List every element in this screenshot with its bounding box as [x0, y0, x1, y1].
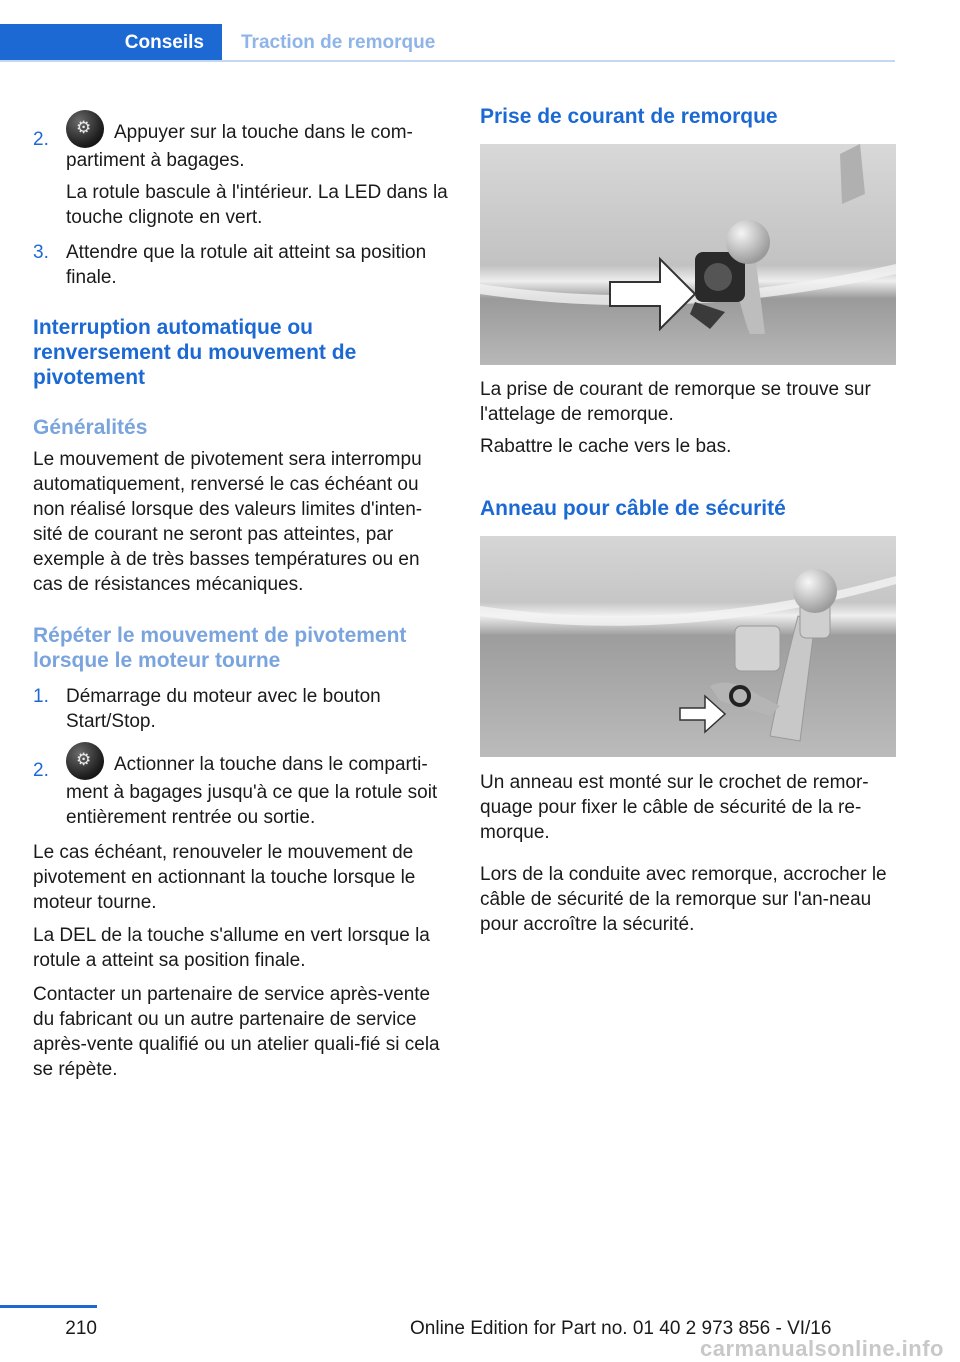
repeat-step-1-text: Démarrage du moteur avec le bouton Start/Stop.	[66, 686, 381, 732]
heading-ring: Anneau pour câble de sécurité	[480, 497, 786, 520]
page-number: 210	[65, 1318, 97, 1339]
step-2-line2: partiment à bagages.	[66, 150, 245, 171]
footer-divider	[0, 1305, 97, 1308]
para-led: La DEL de la touche s'allume en vert lorsque la rotule a atteint sa position finale.	[33, 925, 430, 971]
tow-hitch-button-icon: ⚙	[66, 742, 104, 780]
step-3-text: Attendre que la rotule ait atteint sa position finale.	[66, 242, 427, 288]
step-number: 2.	[33, 129, 49, 150]
page-header	[0, 0, 895, 62]
heading-socket: Prise de courant de remorque	[480, 105, 778, 128]
ring-text-1: Un anneau est monté sur le crochet de remor-quage pour fixer le câble de sécurité de la re-morque.	[480, 772, 869, 843]
general-text: Le mouvement de pivotement sera interrompu automatiquement, renversé le cas échéant ou non réalisé lorsque des valeurs limites d'inten-sité de courant ne seront pas atteintes, par exemple à de très basses températures ou en cas de résistances mécaniques.	[33, 449, 423, 595]
edition-text: Online Edition for Part no. 01 40 2 973 856 - VI/16	[410, 1318, 832, 1339]
step-number: 2.	[33, 760, 49, 781]
socket-photo	[480, 144, 896, 365]
subheading-repeat: Répéter le mouvement de pivotement lorsque le moteur tourne	[33, 624, 407, 672]
socket-illustration	[480, 144, 896, 365]
header-chapter-tab[interactable]: Traction de remorque	[241, 32, 436, 53]
header-divider	[0, 60, 895, 62]
ring-photo	[480, 536, 896, 757]
repeat-step-2-line2: ment à bagages jusqu'à ce que la rotule soit entièrement rentrée ou sortie.	[66, 782, 438, 828]
ring-text-2: Lors de la conduite avec remorque, accrocher le câble de sécurité de la remorque sur l'an-neau pour accroître la sécurité.	[480, 864, 887, 935]
para-contact: Contacter un partenaire de service après-vente du fabricant ou un autre partenaire de service après-vente qualifié ou un atelier quali-fié si cela se répète.	[33, 984, 440, 1080]
repeat-step-2-text	[66, 742, 451, 830]
subheading-general: Généralités	[33, 416, 148, 439]
repeat-step-1	[33, 684, 451, 734]
ring-illustration	[480, 536, 896, 757]
watermark: carmanualsonline.info	[700, 1336, 944, 1361]
socket-text-2: Rabattre le cache vers le bas.	[480, 436, 732, 457]
step-2	[33, 110, 451, 230]
step-2-line1: Appuyer sur la touche dans le com-	[114, 122, 413, 143]
step-number: 1.	[33, 686, 49, 707]
header-section-tab[interactable]: Conseils	[0, 24, 222, 62]
step-3	[33, 240, 451, 290]
repeat-step-2	[33, 742, 451, 830]
heading-interruption: Interruption automatique ou renversement du mouvement de pivotement	[33, 316, 357, 389]
para-renew: Le cas échéant, renouveler le mouvement de pivotement en actionnant la touche lorsque le moteur tourne.	[33, 842, 416, 913]
repeat-step-2-line1: Actionner la touche dans le comparti-	[114, 754, 428, 775]
socket-text-1: La prise de courant de remorque se trouve sur l'attelage de remorque.	[480, 379, 871, 425]
step-2-sub: La rotule bascule à l'intérieur. La LED dans la touche clignote en vert.	[66, 182, 448, 228]
step-number: 3.	[33, 242, 49, 263]
tow-hitch-button-icon: ⚙	[66, 110, 104, 148]
step-text	[66, 110, 451, 173]
